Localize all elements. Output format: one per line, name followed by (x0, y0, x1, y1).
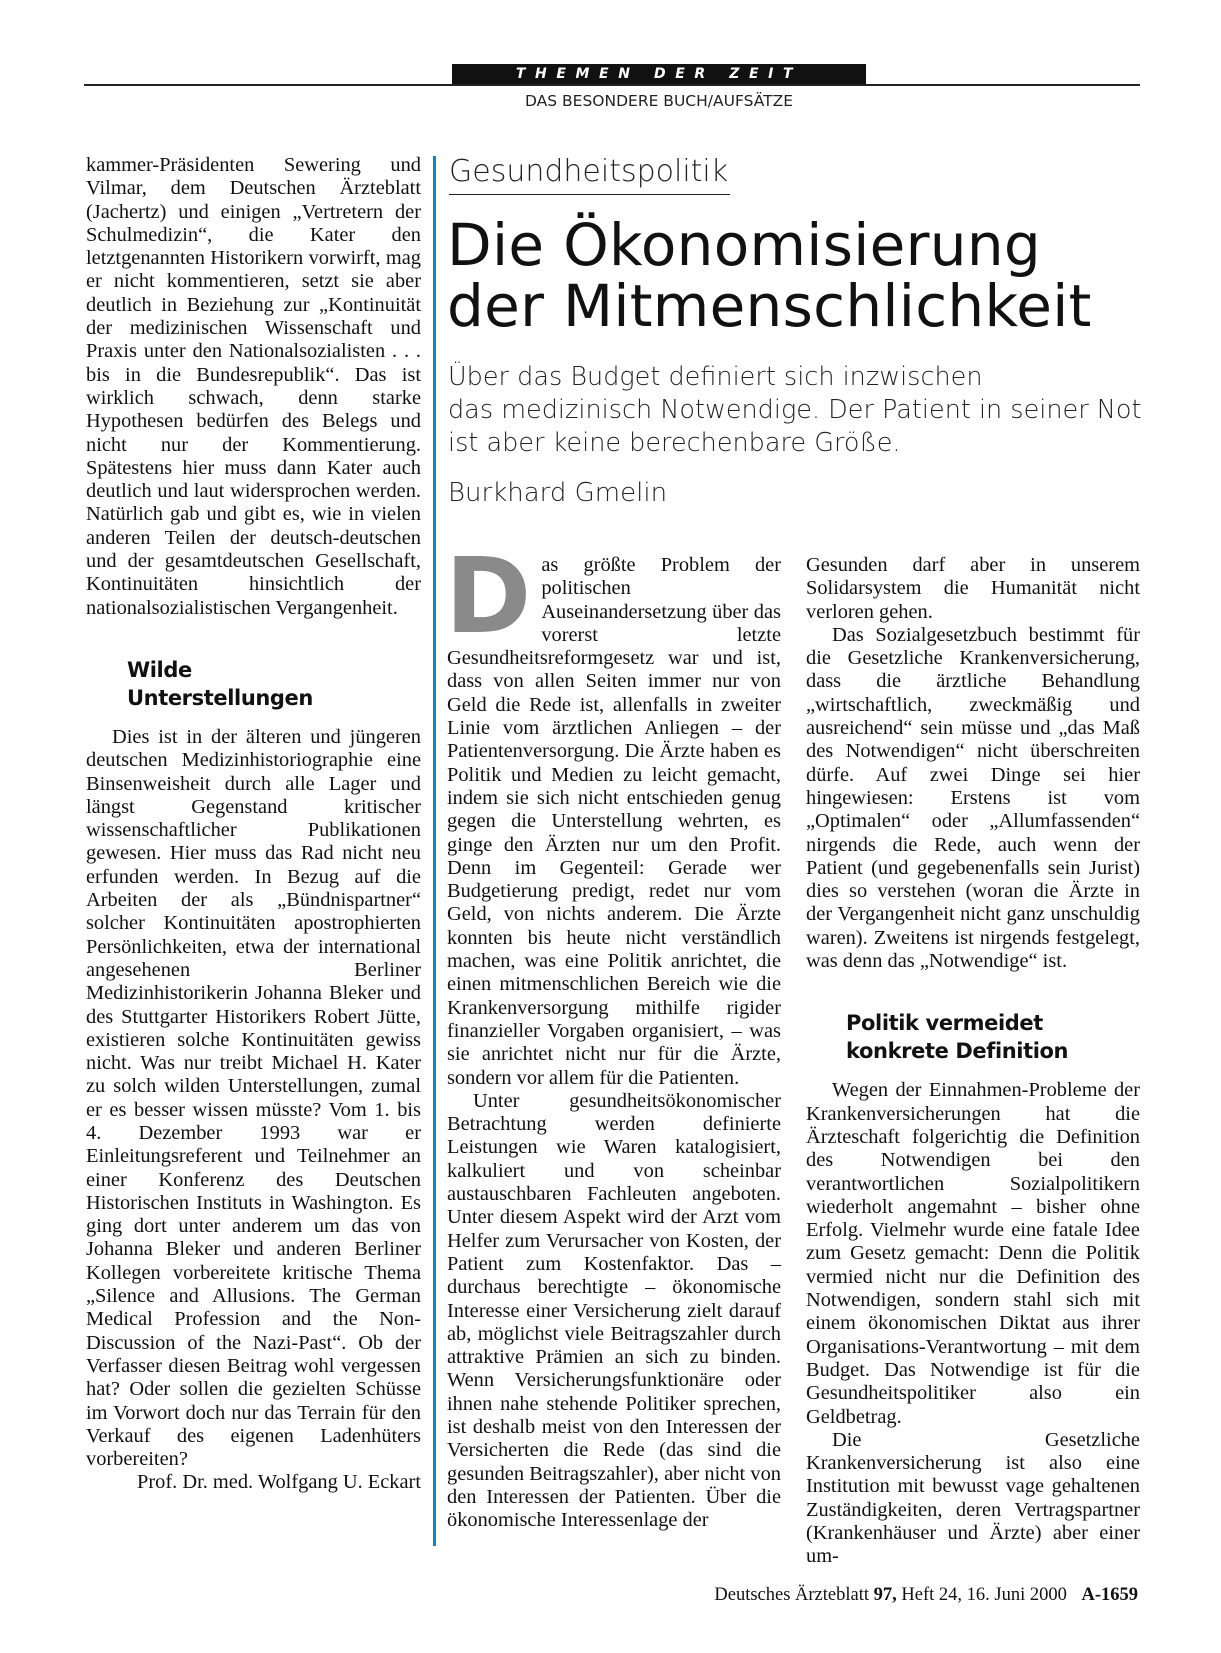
article-paragraph: Gesunden darf aber in unserem Solidarsystem die Humanität nicht verloren gehen. (806, 554, 1140, 623)
paragraph-text: as größte Problem der politischen Auseinandersetzung über das vorerst letzte Gesundheitsreformgesetz war und ist, dass von allen Seiten immer nur von Geld die Rede ist, allenfalls in zweiter Linie vom ärztlichen Anliegen – der Patientenversorgung. Die Ärzte haben es Politik und Medien zu leicht gemacht, indem sie sich nicht entschieden genug gegen die Unterstellung wehrten, es ginge den Ärzten nur um den Profit. Denn im Gegenteil: Gerade wer Budgetierung predigt, redet nur vom Geld, von nichts anderem. Die Ärzte konnten bis heute nicht verständlich machen, was eine Politik anrichtet, die einen mitmenschlichen Bereich wie die Krankenversorgung mithilfe rigider finanzieller Vorgaben organisiert, – was sie anrichtet nicht nur für die Ärzte, sondern vor allem für die Patienten. (447, 554, 781, 1089)
journal-name: Deutsches Ärzteblatt (714, 1585, 869, 1605)
article-paragraph: Das Sozialgesetzbuch bestimmt für die Gesetzliche Krankenversicherung, dass die ärztliche Behandlung „wirtschaftlich, zweckmäßig und ausreichend“ sein müsse und „das Maß des Notwendigen“ nicht überschreiten dürfe. Auf zwei Dinge sei hier hingewiesen: Erstens ist vom „Optimalen“ oder „Allumfassenden“ nirgends die Rede, auch wenn der Patient (und gegebenenfalls sein Jurist) dies so verstehen (woran die Ärzte in der Vergangenheit nicht ganz unschuldig waren). Zweitens ist nirgends festgelegt, was denn das „Notwendige“ ist. (806, 623, 1140, 973)
section-label: THEMEN DER ZEIT (452, 64, 866, 84)
journal-issue: Heft 24, 16. Juni 2000 (901, 1585, 1067, 1605)
article-column-left (445, 535, 781, 1532)
drop-cap: D (445, 535, 532, 657)
subhead-line: konkrete Definition (846, 1039, 1069, 1064)
page-number: A-1659 (1081, 1585, 1138, 1605)
article-kicker: Gesundheitspolitik (449, 152, 730, 195)
article-title-line: der Mitmenschlichkeit (447, 272, 1092, 340)
article-deck (448, 361, 1148, 460)
subsection-label: DAS BESONDERE BUCH/AUFSÄTZE (525, 92, 793, 110)
subhead-line: Wilde (127, 657, 192, 682)
article-paragraph: Wegen der Einnahmen-Probleme der Krankenversicherungen hat die Ärzteschaft folgerichtig die Definition des Notwendigen bei den verantwortlichen Sozialpolitikern wiederholt angemahnt – bisher ohne Erfolg. Vielmehr wurde eine fatale Idee zum Gesetz gemacht: Denn die Politik vermied nicht nur die Definition des Notwendigen, sondern stahl sich mit einem ökonomischen Diktat aus ihrer Organisations-Verantwortung – mit dem Budget. Das Notwendige ist für die Gesundheitspolitiker also ein Geldbetrag. (806, 1079, 1140, 1428)
deck-line: das medizinisch Notwendige. Der Patient in seiner Not (448, 395, 1142, 425)
article-subhead (846, 1009, 1140, 1065)
article-paragraph: Die Gesetzliche Krankenversicherung ist also eine Institution mit bewusst vage gehaltenen Zuständigkeiten, deren Vertragspartner (Krankenhäuser und Ärzte) aber einer um- (806, 1428, 1140, 1568)
article-paragraph: Unter gesundheitsökonomischer Betrachtung werden definierte Leistungen wie Waren katalogisiert, kalkuliert und von scheinbar austauschbaren Fachleuten angeboten. Unter diesem Aspekt wird der Arzt vom Helfer zum Verursacher von Kosten, der Patient zum Kostenfaktor. Das – durchaus berechtigte – ökonomische Interesse einer Versicherung zielt darauf ab, möglichst viele Beitragszahler durch attraktive Prämien an sich zu binden. Wenn Versicherungsfunktionäre oder ihnen nahe stehende Politiker sprechen, ist deshalb meist von den Interessen der Versicherten die Rede (das sind die gesunden Beitragszahler), aber nicht von den Interessen der Patienten. Über die ökonomische Interessenlage der (447, 1089, 781, 1532)
page-footer (714, 1585, 1138, 1606)
article-column-right (806, 554, 1140, 1569)
article-author: Burkhard Gmelin (448, 478, 668, 508)
subhead-line: Politik vermeidet (846, 1011, 1043, 1036)
article-title (447, 211, 1147, 340)
journal-volume: 97, (873, 1585, 897, 1605)
article-title-line: Die Ökonomisierung (447, 211, 1042, 279)
header-rule (84, 84, 1140, 86)
previous-article-subhead (127, 656, 421, 712)
previous-article-paragraph: Dies ist in der älteren und jüngeren deutschen Medizinhistoriographie eine Binsenweisheit durch alle Lager und längst Gegenstand kritischer wissenschaftlicher Publikationen gewesen. Hier muss das Rad nicht neu erfunden werden. In Bezug auf die Arbeiten der als „Bündnispartner“ solcher Kontinuitäten apostrophierten Persönlichkeiten, etwa der international angesehenen Berliner Medizinhistorikerin Johanna Bleker und des Stuttgarter Historikers Robert Jütte, existieren solche Kontinuitäten gewiss nicht. Was nur treibt Michael H. Kater zu solch wilden Unterstellungen, zumal er es besser wissen müsste? Vom 1. bis 4. Dezember 1993 war er Einleitungsreferent und Teilnehmer an einer Konferenz des Deutschen Historischen Instituts in Washington. Es ging dort unter anderem um das von Johanna Bleker und anderen Berliner Kollegen vorbereitete kritische Thema „Silence and Allusions. The German Medical Profession and the Non-Discussion of the Nazi-Past“. Ob der Verfasser diesen Beitrag wohl vergessen hat? Oder sollen die gezielten Schüsse im Vorwort doch nur das Terrain für den Verkauf des eigenen Ladenhüters vorbereiten? (86, 725, 421, 1471)
deck-line: Über das Budget definiert sich inzwischen (448, 362, 983, 392)
article-paragraph (445, 535, 781, 1090)
previous-article-signature: Prof. Dr. med. Wolfgang U. Eckart (137, 1471, 421, 1494)
subhead-line: Unterstellungen (127, 685, 313, 710)
previous-article-paragraph: kammer-Präsidenten Sewering und Vilmar, dem Deutschen Ärzteblatt (Jachertz) und einigen „Vertretern der Schulmedizin“, die Kater den letztgenannten Historikern vorwirft, mag er nicht kommentieren, setzt sie aber deutlich in Beziehung zur „Kontinuität der medizinischen Wissenschaft und Praxis unter den Nationalsozialisten . . . bis in die Bundesrepublik“. Das ist wirklich schwach, denn starke Hypothesen bedürfen des Belegs und nicht nur der Kommentierung. Spätestens hier muss dann Kater auch deutlich und laut widersprochen werden. Natürlich gab und gibt es, wie in vielen anderen Teilen der deutsch-deutschen und der gesamtdeutschen Gesellschaft, Kontinuitäten hinsichtlich der nationalsozialistischen Vergangenheit. (86, 154, 421, 619)
deck-line: ist aber keine berechenbare Größe. (448, 428, 901, 458)
accent-vertical-rule (433, 156, 436, 1546)
previous-article-column (86, 154, 421, 1495)
